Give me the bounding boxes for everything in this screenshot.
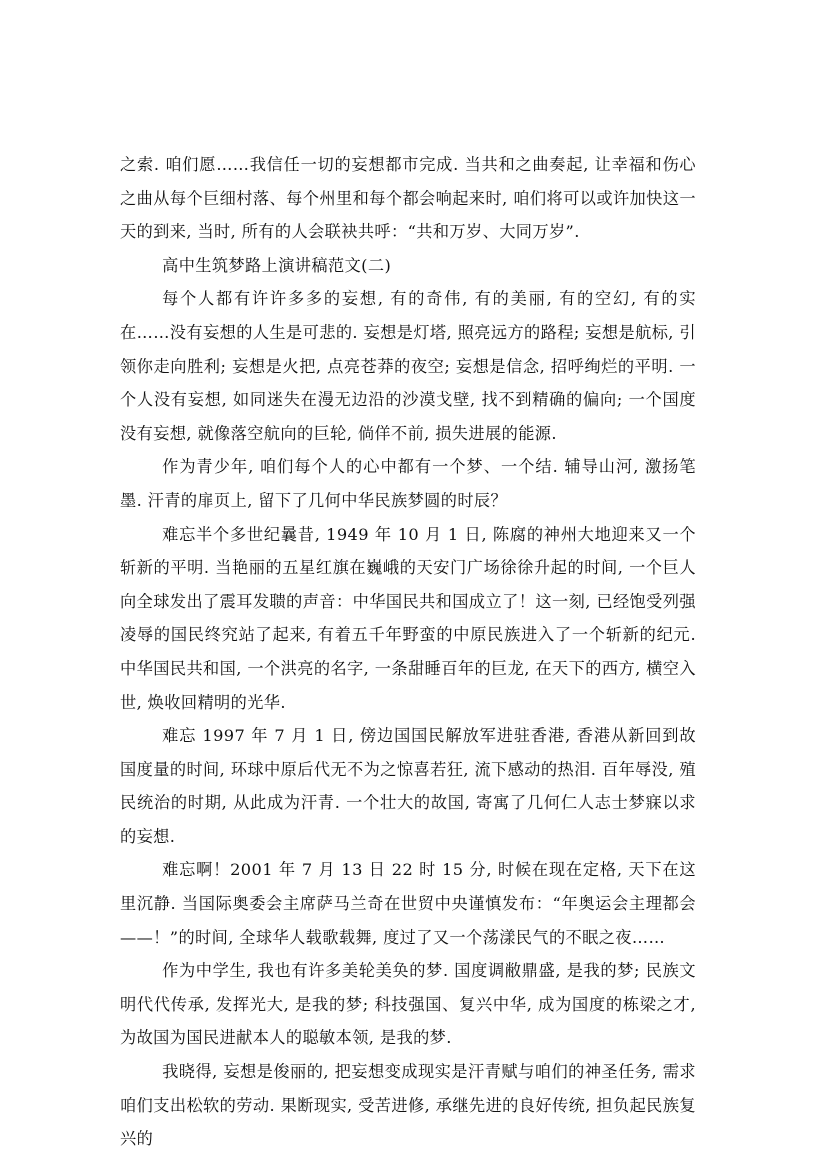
paragraph: 难忘 1997 年 7 月 1 日, 傍边国国民解放军进驻香港, 香港从新回到故国度量的时间, 环球中原后代无不为之惊喜若狂, 流下感动的热泪. 百年辱没, 殖民统治的时期, 从此成为汗青. 一个壮大的故国, 寄寓了几何仁人志士梦寐以求的妄想. — [120, 726, 696, 846]
section-heading: 高中生筑梦路上演讲稿范文(二) — [162, 255, 392, 275]
paragraph: 难忘啊！2001 年 7 月 13 日 22 时 15 分, 时候在现在定格, 天下在这里沉静. 当国际奥委会主席萨马兰奇在世贸中央谨慎发布：“年奥运会主理都会——！”的时间, 全球华人载歌载舞, 度过了又一个荡漾民气的不眠之夜…… — [120, 860, 696, 947]
document-page — [120, 148, 696, 1156]
paragraph: 每个人都有许许多多的妄想, 有的奇伟, 有的美丽, 有的空幻, 有的实在……没有妄想的人生是可悲的. 妄想是灯塔, 照亮远方的路程; 妄想是航标, 引领你走向胜利; 妄想是火把, 点亮苍莽的夜空; 妄想是信念, 招呼绚烂的平明. 一个人没有妄想, 如同迷失在漫无边沿的沙漠戈壁, 找不到精确的偏向; 一个国度没有妄想, 就像落空航向的巨轮, 倘佯不前, 损失进展的能源. — [120, 289, 696, 443]
paragraph: 作为青少年, 咱们每个人的心中都有一个梦、一个结. 辅导山河, 激扬笔墨. 汗青的扉页上, 留下了几何中华民族梦圆的时辰？ — [120, 457, 696, 510]
paragraph: 难忘半个多世纪曩昔, 1949 年 10 月 1 日, 陈腐的神州大地迎来又一个斩新的平明. 当艳丽的五星红旗在巍峨的天安门广场徐徐升起的时间, 一个巨人向全球发出了震耳发聩的声音：中华国民共和国成立了！这一刻, 已经饱受列强凌辱的国民终究站了起来, 有着五千年野蛮的中原民族进入了一个斩新的纪元. 中华国民共和国, 一个洪亮的名字, 一条甜睡百年的巨龙, 在天下的西方, 横空入世, 焕收回精明的光华. — [120, 524, 696, 712]
paragraph: 我晓得, 妄想是俊丽的, 把妄想变成现实是汗青赋与咱们的神圣任务, 需求咱们支出松软的劳动. 果断现实, 受苦进修, 承继先进的良好传统, 担负起民族复兴的 — [120, 1062, 696, 1149]
paragraph-continuation: 之索. 咱们愿……我信任一切的妄想都市完成. 当共和之曲奏起, 让幸福和伤心之曲从每个巨细村落、每个州里和每个都会响起来时, 咱们将可以或许加快这一天的到来, 当时, 所有的人会联袂共呼：“共和万岁、大同万岁”. — [120, 155, 696, 242]
paragraph: 作为中学生, 我也有许多美轮美奂的梦. 国度调敝鼎盛, 是我的梦; 民族文明代代传承, 发挥光大, 是我的梦; 科技强国、复兴中华, 成为国度的栋梁之才, 为故国为国民进献本人的聪敏本领, 是我的梦. — [120, 961, 696, 1048]
